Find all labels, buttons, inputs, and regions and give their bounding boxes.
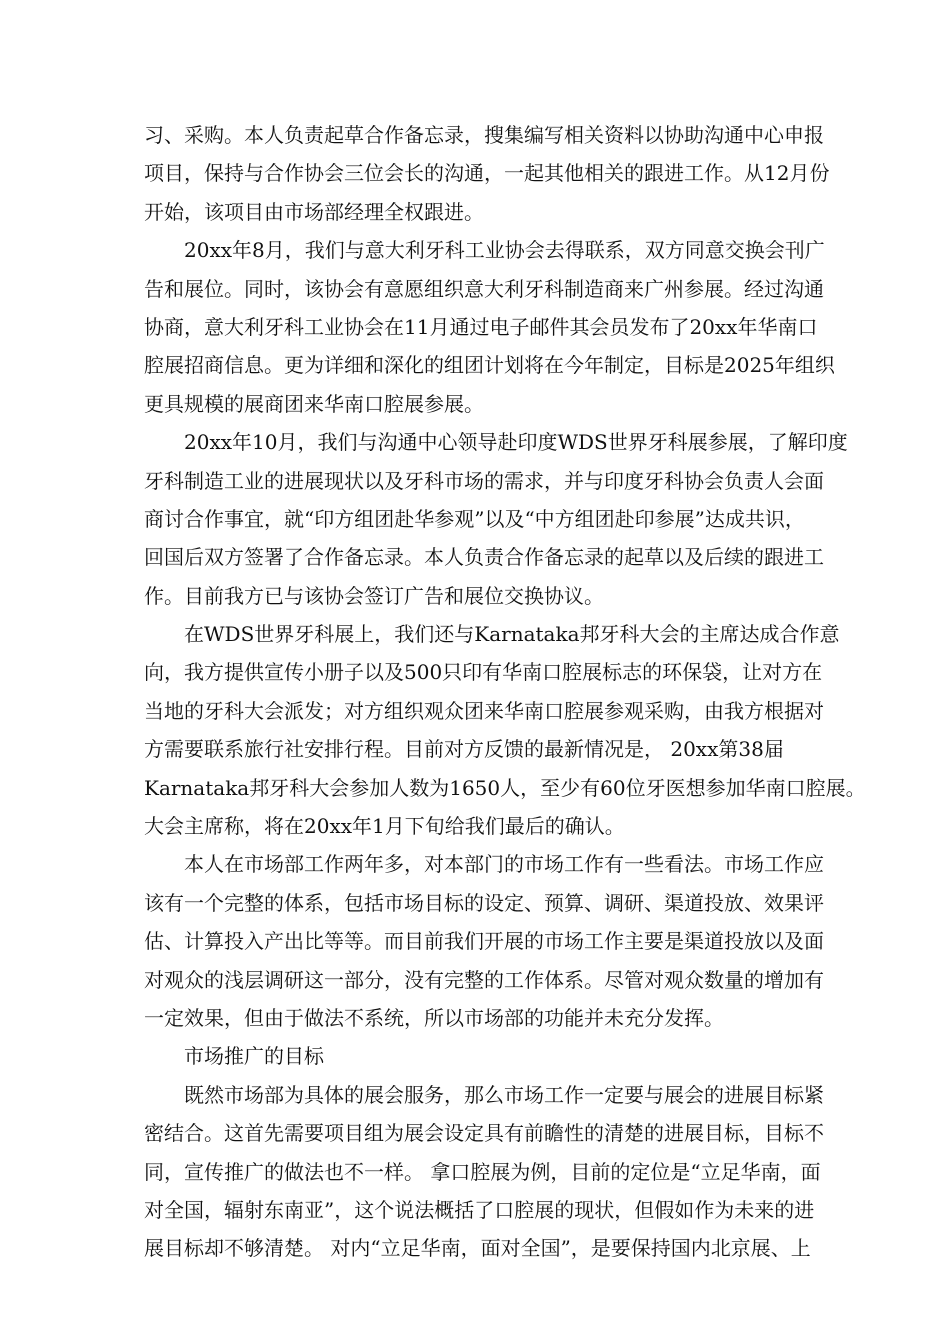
text-line: 密结合。这首先需要项目组为展会设定具有前瞻性的清楚的进展目标，目标不 [144,1121,824,1146]
text-line: 对全国，辐射东南亚”，这个说法概括了口腔展的现状，但假如作为未来的进 [144,1197,815,1222]
text-line: 作。目前我方已与该协会签订广告和展位交换协议。 [144,583,604,608]
text-line: 当地的牙科大会派发；对方组织观众团来华南口腔展参观采购，由我方根据对 [144,698,824,723]
text-line: 大会主席称，将在20xx年1月下旬给我们最后的确认。 [144,814,625,839]
text-line: 向，我方提供宣传小册子以及500只印有华南口腔展标志的环保袋，让对方在 [144,660,823,685]
text-line: 该有一个完整的体系，包括市场目标的设定、预算、调研、渠道投放、效果评 [144,890,824,915]
text-line: 更具规模的展商团来华南口腔展参展。 [144,391,484,416]
section-heading: 市场推广的目标 [184,1044,324,1069]
text-line: 一定效果，但由于做法不系统，所以市场部的功能并未充分发挥。 [144,1005,724,1030]
text-line: 估、计算投入产出比等等。而目前我们开展的市场工作主要是渠道投放以及面 [144,929,824,954]
text-line: 协商，意大利牙科工业协会在11月通过电子邮件其会员发布了20xx年华南口 [144,314,818,339]
text-line: 习、采购。本人负责起草合作备忘录，搜集编写相关资料以协助沟通中心申报 [144,123,824,147]
paragraph-first-line: 20xx年10月，我们与沟通中心领导赴印度WDS世界牙科展参展，了解印度 [184,430,848,455]
text-line: 商讨合作事宜，就“印方组团赴华参观”以及“中方组团赴印参展”达成共识， [144,506,805,531]
text-line: 腔展招商信息。更为详细和深化的组团计划将在今年制定，目标是2025年组织 [144,353,835,378]
text-line: 开始，该项目由市场部经理全权跟进。 [144,199,484,224]
paragraph-first-line: 既然市场部为具体的展会服务，那么市场工作一定要与展会的进展目标紧 [184,1082,824,1107]
paragraph-first-line: 本人在市场部工作两年多，对本部门的市场工作有一些看法。市场工作应 [184,852,824,877]
text-line: 对观众的浅层调研这一部分，没有完整的工作体系。尽管对观众数量的增加有 [144,967,824,992]
text-line: 告和展位。同时，该协会有意愿组织意大利牙科制造商来广州参展。经过沟通 [144,276,824,301]
text-line: 牙科制造工业的进展现状以及牙科市场的需求，并与印度牙科协会负责人会面 [144,468,824,493]
document-body [144,116,866,1268]
text-line: 回国后双方签署了合作备忘录。本人负责合作备忘录的起草以及后续的跟进工 [144,545,824,570]
text-line: Karnataka邦牙科大会参加人数为1650人，至少有60位牙医想参加华南口腔展。 [144,775,866,800]
text-line: 项目，保持与合作协会三位会长的沟通，一起其他相关的跟进工作。从12月份 [144,161,830,186]
text-line: 展目标却不够清楚。 对内“立足华南，面对全国”，是要保持国内北京展、上 [144,1236,811,1261]
text-line: 方需要联系旅行社安排行程。目前对方反馈的最新情况是， 20xx第38届 [144,737,784,762]
paragraph-first-line: 在WDS世界牙科展上，我们还与Karnataka邦牙科大会的主席达成合作意 [184,622,840,647]
text-line: 同，宣传推广的做法也不一样。 拿口腔展为例，目前的定位是“立足华南，面 [144,1159,821,1184]
paragraph-first-line: 20xx年8月，我们与意大利牙科工业协会去得联系，双方同意交换会刊广 [184,238,825,263]
